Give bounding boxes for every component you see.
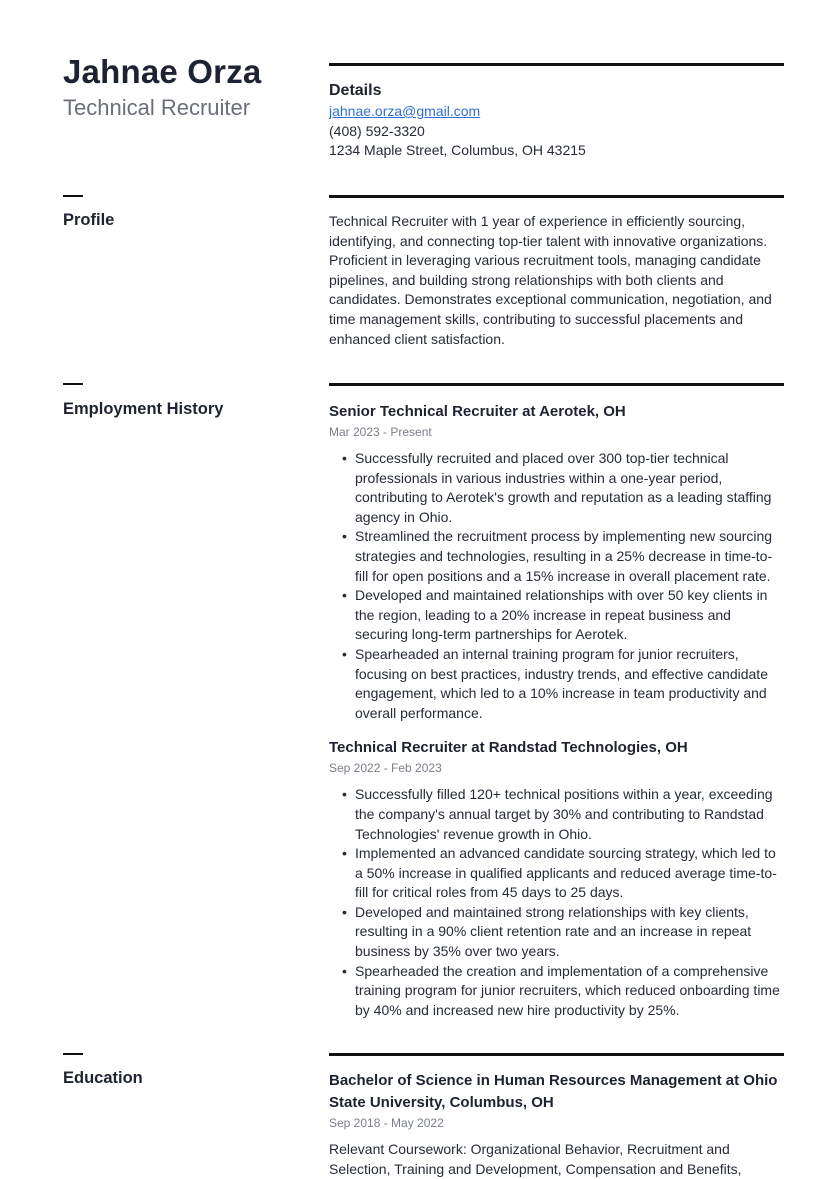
- phone-number: (408) 592-3320: [329, 122, 425, 139]
- job-bullets: [329, 785, 785, 1020]
- education-dates: Sep 2018 - May 2022: [329, 1116, 444, 1130]
- job-entry: [329, 737, 785, 1020]
- job-bullets: [329, 449, 785, 723]
- degree-title: Bachelor of Science in Human Resources Management at Ohio State University, Columbus, OH: [329, 1072, 778, 1111]
- details-section: [329, 80, 785, 161]
- job-bullet: • Developed and maintained relationships with over 50 key clients in the region, leading to a 20% increase in repeat business and securing long-term partnerships for Aerotek.: [329, 586, 785, 645]
- candidate-name: Jahnae Orza: [63, 53, 262, 90]
- candidate-title: Technical Recruiter: [63, 95, 251, 120]
- job-bullet: • Successfully filled 120+ technical positions within a year, exceeding the company's annual target by 30% and contributing to Randstad Technologies' revenue growth in Ohio.: [329, 785, 785, 844]
- email-link[interactable]: jahnae.orza@gmail.com: [329, 103, 481, 119]
- profile-divider: [329, 195, 784, 198]
- job-dates: Mar 2023 - Present: [329, 425, 432, 439]
- profile-heading: Profile: [63, 211, 115, 229]
- job-entry: [329, 401, 785, 723]
- employment-list: [329, 401, 785, 1034]
- employment-divider: [329, 383, 784, 386]
- job-bullet: • Successfully recruited and placed over 300 top-tier technical professionals in various industries within a one-year period, contributing to Aerotek's growth and reputation as a leading staffing agency in Ohio.: [329, 449, 785, 527]
- education-heading: Education: [63, 1069, 143, 1087]
- job-dates: Sep 2022 - Feb 2023: [329, 761, 442, 776]
- education-divider: [329, 1053, 784, 1056]
- employment-dash: [63, 383, 83, 385]
- job-bullet: • Spearheaded an internal training program for junior recruiters, focusing on best practices, industry trends, and effective candidate engagement, which led to a 10% increase in team productivity and overall performance.: [329, 645, 785, 723]
- coursework: Relevant Coursework: Organizational Behavior, Recruitment and Selection, Training and Development, Compensation and Benefits,: [329, 1141, 742, 1177]
- profile-text: Technical Recruiter with 1 year of experience in efficiently sourcing, identifying, and connecting top-tier talent with innovative organizations. Proficient in leveraging various recruitment tools, managing candidate pipelines, and building strong relationships with both clients and candidates. Demonstrates exceptional communication, negotiation, and time management skills, contributing to successful placements and enhanced client satisfaction.: [329, 213, 772, 347]
- address: 1234 Maple Street, Columbus, OH 43215: [329, 142, 586, 159]
- job-title: Technical Recruiter at Randstad Technologies, OH: [329, 739, 688, 757]
- job-title: Senior Technical Recruiter at Aerotek, OH: [329, 403, 626, 420]
- education-entry: [329, 1070, 785, 1179]
- education-dash: [63, 1053, 83, 1055]
- job-bullet: • Streamlined the recruitment process by implementing new sourcing strategies and technologies, resulting in a 25% decrease in time-to-fill for open positions and a 15% increase in overall placement rate.: [329, 527, 785, 586]
- job-bullet: • Implemented an advanced candidate sourcing strategy, which led to a 50% increase in qualified applicants and reduced average time-to-fill for critical roles from 45 days to 25 days.: [329, 844, 785, 903]
- profile-dash: [63, 195, 83, 197]
- job-bullet: • Developed and maintained strong relationships with key clients, resulting in a 90% client retention rate and an increase in repeat business by 35% over two years.: [329, 903, 785, 962]
- details-heading: Details: [329, 82, 382, 99]
- job-bullet: • Spearheaded the creation and implementation of a comprehensive training program for junior recruiters, which reduced onboarding time by 40% and increased new hire productivity by 25%.: [329, 962, 785, 1021]
- employment-heading: Employment History: [63, 400, 224, 418]
- details-divider: [329, 63, 784, 66]
